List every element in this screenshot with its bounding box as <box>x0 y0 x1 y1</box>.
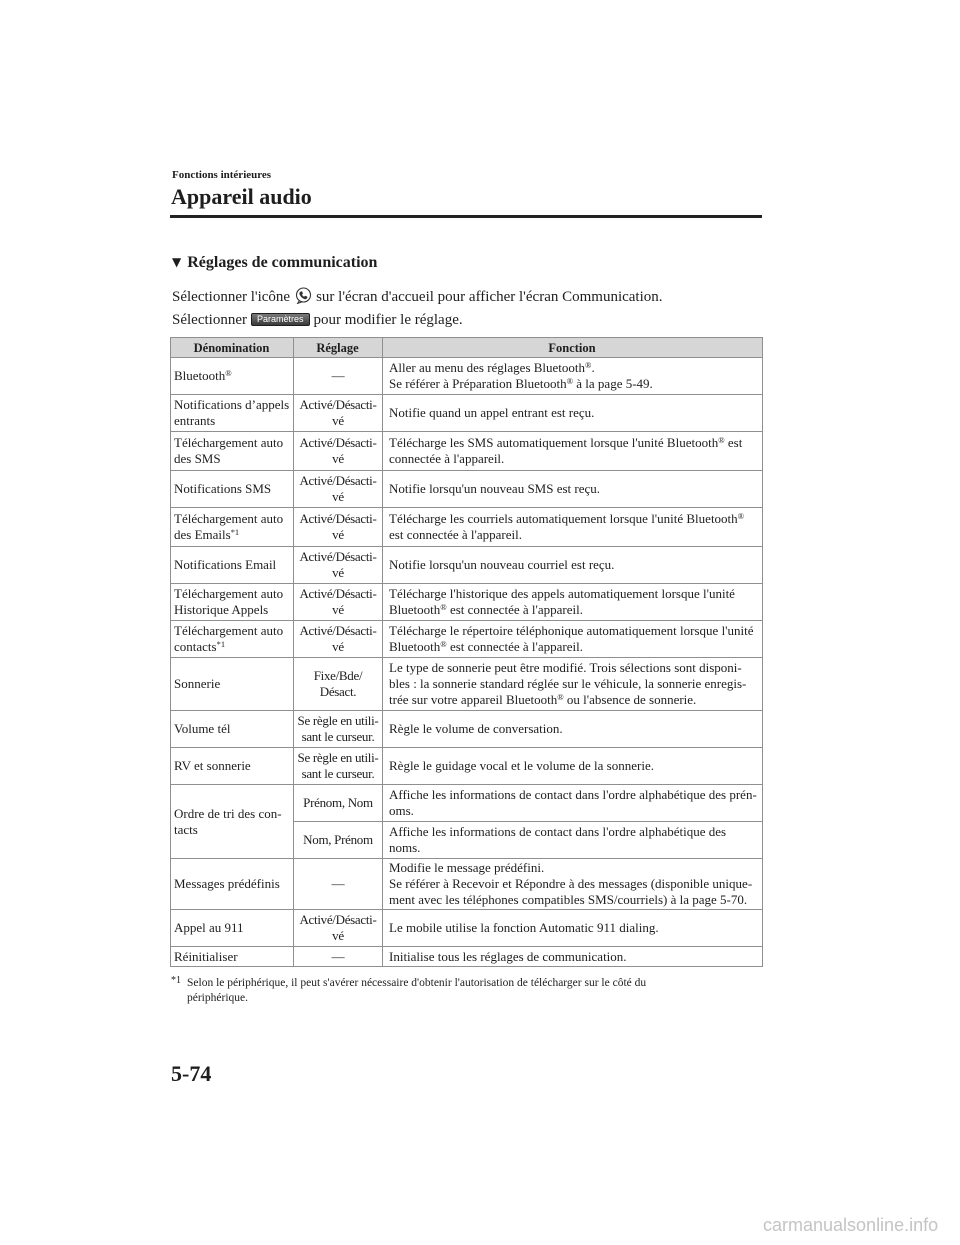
setting-values: — <box>294 358 383 395</box>
table-row <box>171 910 763 947</box>
setting-function: Aller au menu des réglages Bluetooth®. Se référer à Préparation Bluetooth® à la page 5-49. <box>383 358 763 395</box>
setting-values: Activé/Désacti- vé <box>294 547 383 584</box>
setting-function: Télécharge les courriels automatiquement lorsque l'unité Bluetooth® est connectée à l'appareil. <box>383 508 763 547</box>
instruction-text: Sélectionner <box>172 312 247 328</box>
table-row <box>171 358 763 395</box>
instruction-step-2 <box>172 310 463 330</box>
registered-mark: ® <box>440 601 447 612</box>
setting-name: Appel au 911 <box>171 910 294 947</box>
setting-values: Se règle en utili- sant le curseur. <box>294 711 383 748</box>
setting-values: — <box>294 947 383 967</box>
setting-name: Notifications SMS <box>171 471 294 508</box>
table-header-row <box>171 338 763 358</box>
registered-mark: ® <box>585 359 592 370</box>
setting-name: Téléchargement auto Historique Appels <box>171 584 294 621</box>
setting-name <box>171 621 294 658</box>
page-number: 5-74 <box>171 1061 212 1086</box>
footnote-text: Selon le périphérique, il peut s'avérer nécessaire d'obtenir l'autorisation de télécharger sur le côté du périphérique. <box>187 977 647 1004</box>
setting-values: Activé/Désacti- vé <box>294 910 383 947</box>
setting-values: Nom, Prénom <box>294 822 383 859</box>
table-row <box>171 547 763 584</box>
registered-mark: ® <box>718 434 725 445</box>
parametres-button-image: Paramètres <box>251 313 310 326</box>
table-row <box>171 658 763 711</box>
title-divider <box>170 215 762 218</box>
page-title: Appareil audio <box>171 184 312 209</box>
instruction-text: pour modifier le réglage. <box>313 312 463 328</box>
setting-function: Télécharge le répertoire téléphonique automatiquement lorsque l'unité Bluetooth® est connectée à l'appareil. <box>383 621 763 658</box>
setting-name: Téléchargement auto des SMS <box>171 432 294 471</box>
setting-values: — <box>294 859 383 910</box>
setting-values: Activé/Désacti- vé <box>294 584 383 621</box>
setting-name: Messages prédéfinis <box>171 859 294 910</box>
setting-values: Activé/Désacti- vé <box>294 508 383 547</box>
table-row <box>171 748 763 785</box>
setting-function: Initialise tous les réglages de communication. <box>383 947 763 967</box>
table-row <box>171 711 763 748</box>
instruction-text: sur l'écran d'accueil pour afficher l'écran Communication. <box>316 289 663 305</box>
setting-function: Affiche les informations de contact dans l'ordre alphabétique des prén- oms. <box>383 785 763 822</box>
column-header-function: Fonction <box>383 338 763 358</box>
table-row <box>171 432 763 471</box>
setting-name: Notifications Email <box>171 547 294 584</box>
setting-function: Télécharge l'historique des appels automatiquement lorsque l'unité Bluetooth® est connectée à l'appareil. <box>383 584 763 621</box>
setting-values: Activé/Désacti- vé <box>294 432 383 471</box>
registered-mark: ® <box>225 367 232 378</box>
table-row <box>171 584 763 621</box>
registered-mark: ® <box>440 638 447 649</box>
watermark: carmanualsonline.info <box>763 1215 939 1235</box>
setting-name: Bluetooth® <box>171 358 294 395</box>
setting-function: Le type de sonnerie peut être modifié. Trois sélections sont disponi- bles : la sonnerie standard réglée sur le véhicule, la sonnerie enregis- trée sur votre appareil Bluetooth® ou l'absence de sonnerie. <box>383 658 763 711</box>
footnote-ref: *1 <box>216 638 226 649</box>
setting-name: Notifications d’appels entrants <box>171 395 294 432</box>
table-row <box>171 395 763 432</box>
instruction-text: Sélectionner l'icône <box>172 289 291 305</box>
registered-mark: ® <box>566 375 574 386</box>
section-heading-text: Réglages de communication <box>187 254 378 271</box>
setting-name: Volume tél <box>171 711 294 748</box>
setting-values: Activé/Désacti- vé <box>294 395 383 432</box>
table-row <box>171 785 763 822</box>
setting-function: Notifie lorsqu'un nouveau courriel est reçu. <box>383 547 763 584</box>
setting-name: Sonnerie <box>171 658 294 711</box>
chapter-label: Fonctions intérieures <box>172 169 272 181</box>
setting-function: Modifie le message prédéfini. Se référer à Recevoir et Répondre à des messages (disponible unique- ment avec les téléphones compatibles SMS/courriels) à la page 5-70. <box>383 859 763 910</box>
registered-mark: ® <box>557 691 564 702</box>
setting-name-text: Téléchargement auto contacts <box>174 623 284 654</box>
table-row <box>171 621 763 658</box>
setting-name-text: Téléchargement auto des Emails <box>174 511 284 542</box>
setting-function: Règle le volume de conversation. <box>383 711 763 748</box>
setting-function: Notifie lorsqu'un nouveau SMS est reçu. <box>383 471 763 508</box>
table-row <box>171 859 763 910</box>
setting-function: Le mobile utilise la fonction Automatic 911 dialing. <box>383 910 763 947</box>
instruction-step-1 <box>172 287 663 307</box>
triangle-down-icon: ▼ <box>172 255 182 269</box>
table-row <box>171 947 763 967</box>
setting-function: Règle le guidage vocal et le volume de la sonnerie. <box>383 748 763 785</box>
setting-function: Affiche les informations de contact dans l'ordre alphabétique des noms. <box>383 822 763 859</box>
setting-values: Se règle en utili- sant le curseur. <box>294 748 383 785</box>
setting-name: Réinitialiser <box>171 947 294 967</box>
section-heading <box>172 253 377 273</box>
footnote <box>170 976 770 1006</box>
communication-icon <box>295 287 312 304</box>
setting-function: Télécharge les SMS automatiquement lorsque l'unité Bluetooth® est connectée à l'appareil. <box>383 432 763 471</box>
column-header-setting: Réglage <box>294 338 383 358</box>
setting-function: Notifie quand un appel entrant est reçu. <box>383 395 763 432</box>
setting-name: Ordre de tri des con- tacts <box>171 785 294 859</box>
setting-values: Activé/Désacti- vé <box>294 471 383 508</box>
setting-values: Fixe/Bde/ Désact. <box>294 658 383 711</box>
footnote-ref: *1 <box>230 526 240 537</box>
registered-mark: ® <box>737 510 745 521</box>
setting-values: Activé/Désacti- vé <box>294 621 383 658</box>
footnote-marker: *1 <box>171 975 181 986</box>
column-header-name: Dénomination <box>171 338 294 358</box>
setting-name <box>171 508 294 547</box>
communication-settings-table <box>170 337 763 967</box>
table-row <box>171 508 763 547</box>
table-row <box>171 471 763 508</box>
setting-name: RV et sonnerie <box>171 748 294 785</box>
setting-values: Prénom, Nom <box>294 785 383 822</box>
